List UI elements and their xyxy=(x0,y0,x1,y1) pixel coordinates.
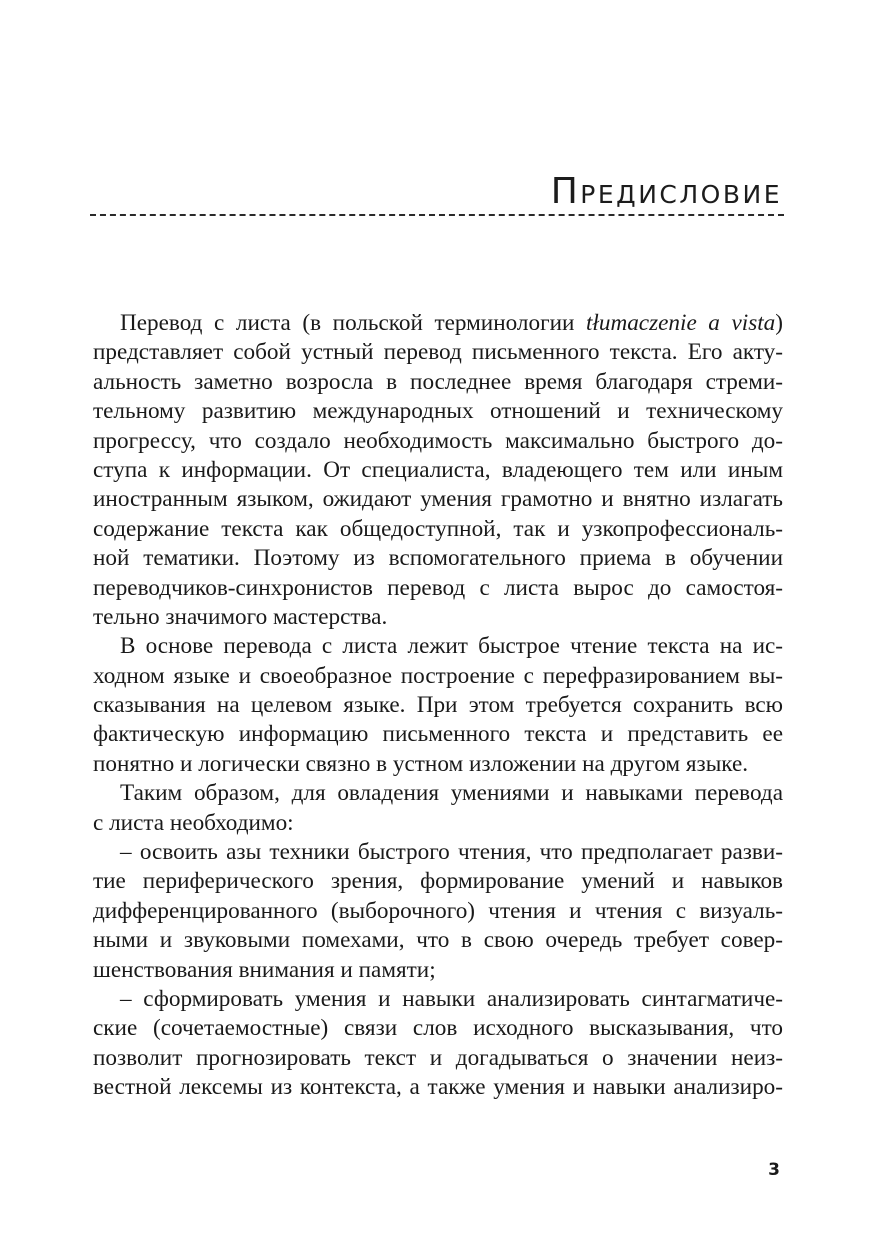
text-line: ходном языке и своеобразное построение с перефразированием вы- xyxy=(93,662,783,689)
text-line: шенствования внимания и памяти; xyxy=(93,956,436,983)
text-line: В основе перевода с листа лежит быстрое чтение текста на ис- xyxy=(120,633,783,660)
text-line: содержание текста как общедоступной, так и узкопрофессиональ- xyxy=(93,515,783,542)
text-line: тие периферического зрения, формирование умений и навыков xyxy=(93,868,783,895)
text-line: ными и звуковыми помехами, что в свою очередь требует совер- xyxy=(93,927,783,954)
text-line: переводчиков-синхронистов перевод с листа вырос до самостоя- xyxy=(93,574,783,601)
text-line: ступа к информации. От специалиста, владеющего тем или иным xyxy=(93,456,783,483)
text-line: альность заметно возросла в последнее время благодаря стреми- xyxy=(93,368,783,395)
text-line: представляет собой устный перевод письменного текста. Его акту- xyxy=(93,339,783,366)
text-line: понятно и логически связно в устном изложении на другом языке. xyxy=(93,750,749,777)
text-line: тельно значимого мастерства. xyxy=(93,603,388,630)
page-title: Предисловие xyxy=(550,171,782,212)
foreign-term: tłumaczenie a vista xyxy=(585,310,776,336)
text-line: с листа необходимо: xyxy=(93,809,294,836)
text-fragment: ) xyxy=(775,310,784,336)
text-fragment: Перевод с листа (в польской терминологии xyxy=(120,310,575,336)
text-line: позволит прогнозировать текст и догадываться о значении неиз- xyxy=(93,1044,783,1071)
text-line: ские (сочетаемостные) связи слов исходного высказывания, что xyxy=(93,1015,783,1042)
text-line: ной тематики. Поэтому из вспомогательного приема в обучении xyxy=(93,545,783,572)
text-line: дифференцированного (выборочного) чтения и чтения с визуаль- xyxy=(93,897,783,924)
title-divider xyxy=(90,214,784,216)
text-line: – освоить азы техники быстрого чтения, что предполагает разви- xyxy=(120,839,783,866)
page-number: 3 xyxy=(768,1160,780,1180)
text-line: тельному развитию международных отношений и техническому xyxy=(93,398,783,425)
text-line: Таким образом, для овладения умениями и навыками перевода xyxy=(120,780,783,807)
text-line xyxy=(93,309,783,338)
text-line: сказывания на целевом языке. При этом требуется сохранить всю xyxy=(93,692,783,719)
body-text xyxy=(93,309,783,1103)
text-line: иностранным языком, ожидают умения грамотно и внятно излагать xyxy=(93,486,783,513)
text-line: – сформировать умения и навыки анализировать синтагматиче- xyxy=(120,985,783,1012)
text-line: вестной лексемы из контекста, а также умения и навыки анализиро- xyxy=(93,1074,783,1101)
text-line: прогрессу, что создало необходимость максимально быстрого до- xyxy=(93,427,783,454)
text-line: фактическую информацию письменного текста и представить ее xyxy=(93,721,783,748)
